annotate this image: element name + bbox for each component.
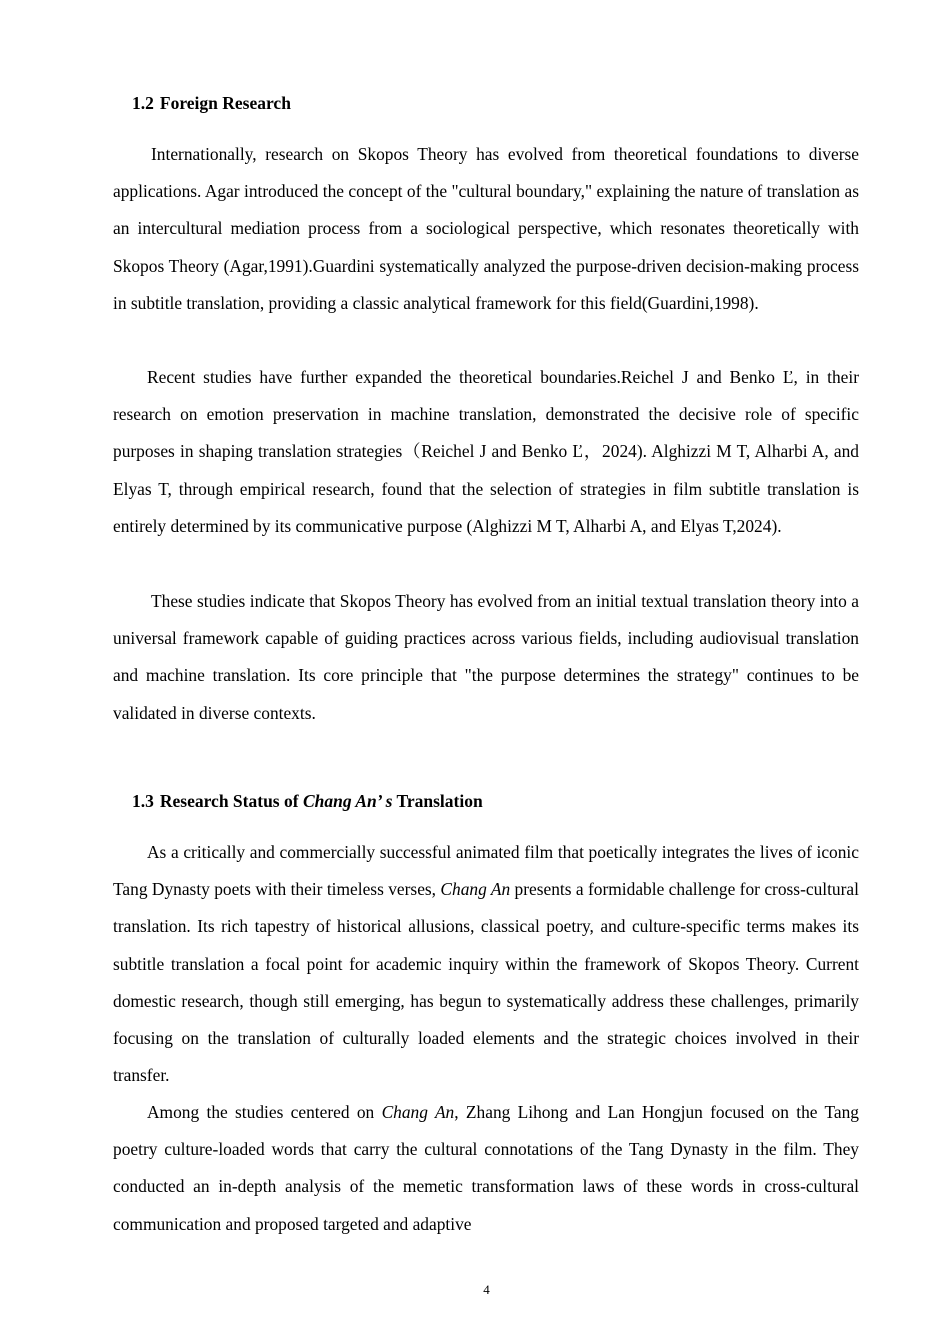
section-title-suffix: Translation	[396, 791, 483, 811]
paragraph-foreign-research-3: These studies indicate that Skopos Theory has evolved from an initial textual translation theory into a universal framework capable of guiding practices across various fields, including audiovisual translation and machine translation. Its core principle that "the purpose determines the strategy" continues to be validated in diverse contexts.	[113, 591, 859, 723]
paragraph-foreign-research-2: Recent studies have further expanded the theoretical boundaries.Reichel J and Benko Ľ, in their research on emotion preservation in machine translation, demonstrated the decisive role of specific purposes in shaping translation strategies（Reichel J and Benko Ľ，2024). Alghizzi M T, Alharbi A, and Elyas T, through empirical research, found that the selection of strategies in film subtitle translation is entirely determined by its communicative purpose (Alghizzi M T, Alharbi A, and Elyas T,2024).	[113, 367, 859, 536]
film-title: Chang An	[381, 1102, 455, 1122]
section-heading-1-3	[132, 791, 483, 812]
section-heading-1-2	[132, 93, 291, 114]
paragraph-chang-an-2	[113, 1094, 859, 1243]
section-title: Foreign Research	[159, 93, 291, 113]
section-number: 1.2	[132, 93, 154, 113]
paragraph-text: As a critically and commercially successful animated film that poetically integrates the lives of iconic Tang Dynasty poets with their timeless verses,	[113, 842, 859, 900]
page-number: 4	[483, 1282, 490, 1297]
film-title: Chang An’ s	[302, 791, 393, 811]
paragraph-chang-an-1	[113, 834, 859, 1094]
paragraph-foreign-research-1: Internationally, research on Skopos Theory has evolved from theoretical foundations to diverse applications. Agar introduced the concept of the "cultural boundary," explaining the nature of translation as an intercultural mediation process from a sociological perspective, which resonates theoretically with Skopos Theory (Agar,1991).Guardini systematically analyzed the purpose-driven decision-making process in subtitle translation, providing a classic analytical framework for this field(Guardini,1998).	[113, 144, 859, 313]
paragraph-text: , Zhang Lihong and Lan Hongjun focused on the Tang poetry culture-loaded words that carry the cultural connotations of the Tang Dynasty in the film. They conducted an in-depth analysis of the memetic transformation laws of these words in cross-cultural communication and proposed targeted and adaptive	[113, 1102, 859, 1234]
film-title: Chang An	[440, 879, 511, 900]
paragraph-text: Among the studies centered on	[147, 1102, 375, 1122]
section-number: 1.3	[132, 791, 154, 811]
paragraph-text: presents a formidable challenge for cross-cultural translation. Its rich tapestry of historical allusions, classical poetry, and culture-specific terms makes its subtitle translation a focal point for academic inquiry within the framework of Skopos Theory. Current domestic research, though still emerging, has begun to systematically address these challenges, primarily focusing on the translation of culturally loaded elements and the strategic choices involved in their transfer.	[113, 879, 859, 1086]
section-title-prefix: Research Status of	[159, 791, 299, 811]
